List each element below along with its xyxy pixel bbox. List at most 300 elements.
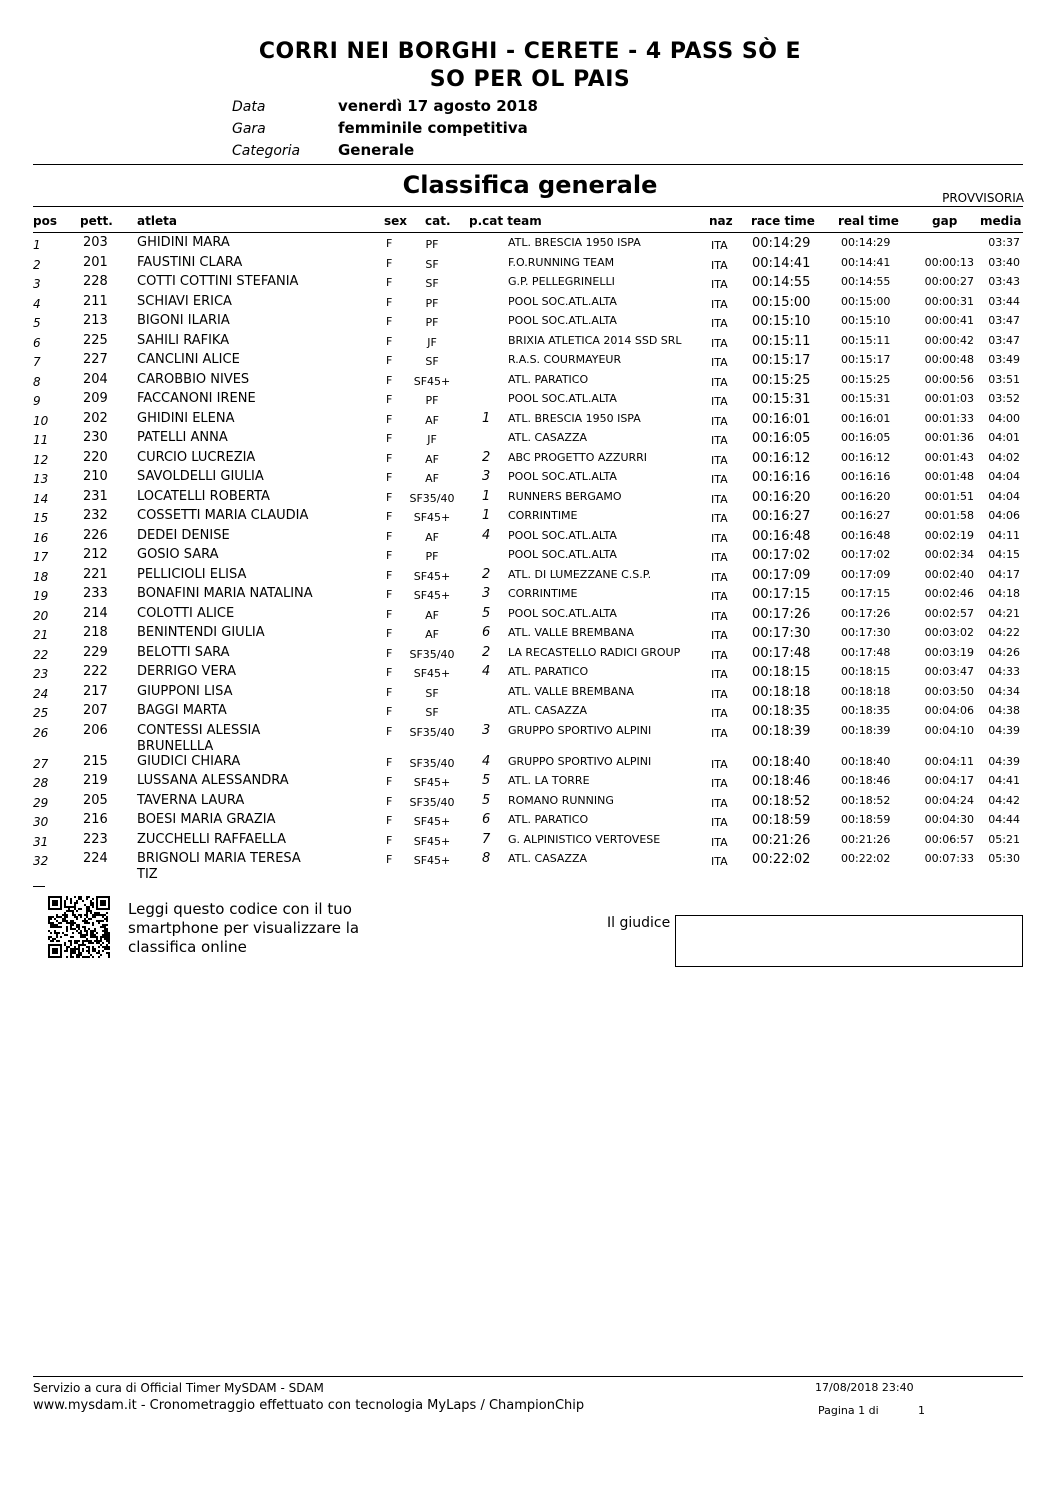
row-category: JF (427, 335, 437, 349)
row-category: SF45+ (413, 854, 451, 867)
row-race-time: 00:16:48 (752, 528, 811, 544)
row-team: F.O.RUNNING TEAM (508, 255, 615, 269)
row-category: SF45+ (413, 776, 451, 789)
table-row (0, 754, 1058, 774)
row-pos: 9 (33, 394, 41, 408)
row-race-time: 00:15:11 (752, 333, 811, 349)
row-race-time: 00:17:15 (752, 587, 811, 602)
row-pett: 203 (83, 235, 108, 250)
row-athlete: CURCIO LUCREZIA (137, 449, 256, 465)
doc-title-line2: SO PER OL PAIS (429, 67, 631, 92)
row-real-time: 00:17:09 (841, 567, 891, 581)
row-nation: ITA (711, 434, 728, 447)
row-pos: 17 (33, 550, 49, 564)
row-pett: 213 (83, 313, 108, 328)
row-category: SF35/40 (409, 647, 455, 661)
row-sex: F (386, 256, 393, 270)
row-race-time: 00:16:16 (752, 470, 811, 485)
row-pett: 227 (83, 352, 108, 367)
row-pett: 219 (83, 773, 108, 788)
row-race-time: 00:14:41 (752, 255, 811, 271)
row-real-time: 00:15:10 (841, 314, 891, 327)
row-team: GRUPPO SPORTIVO ALPINI (508, 723, 652, 737)
row-athlete: GIUPPONI LISA (137, 683, 233, 699)
table-row (0, 664, 1058, 684)
row-real-time: 00:17:15 (841, 587, 891, 600)
row-category: SF35/40 (409, 491, 455, 505)
row-pace: 03:43 (988, 275, 1020, 288)
row-pace: 04:01 (988, 431, 1020, 444)
table-row (0, 391, 1058, 411)
row-team: ATL. BRESCIA 1950 ISPA (508, 236, 641, 249)
row-sex: F (386, 471, 393, 484)
row-nation: ITA (711, 551, 728, 564)
row-nation: ITA (711, 590, 728, 603)
row-pace: 04:42 (988, 793, 1020, 807)
row-sex: F (386, 510, 393, 523)
row-gap: 00:01:36 (924, 431, 974, 444)
row-pace: 03:47 (988, 333, 1020, 347)
row-team: BRIXIA ATLETICA 2014 SSD SRL (508, 333, 682, 347)
row-category: SF45+ (413, 815, 451, 828)
row-pos: 21 (33, 628, 49, 642)
table-header-rule (33, 232, 1023, 233)
row-race-time: 00:14:29 (752, 236, 811, 251)
row-race-time: 00:18:46 (752, 774, 811, 789)
row-category: PF (425, 550, 439, 563)
row-pos: 16 (33, 530, 49, 545)
row-nation: ITA (711, 835, 728, 849)
row-category: PF (425, 316, 439, 329)
gara-value: femminile competitiva (338, 119, 528, 137)
row-team: ATL. PARATICO (508, 665, 589, 678)
row-nation: ITA (711, 317, 728, 330)
row-pett: 205 (83, 792, 108, 808)
row-category-rank: 4 (482, 664, 491, 679)
row-team: ATL. LA TORRE (508, 774, 590, 787)
row-pos: 4 (33, 296, 41, 311)
row-gap: 00:04:11 (924, 754, 974, 768)
row-sex: F (386, 833, 393, 847)
row-pace: 04:04 (988, 489, 1020, 503)
row-sex: F (386, 794, 393, 808)
col-race-time: race time (751, 214, 815, 228)
row-athlete: COSSETTI MARIA CLAUDIA (137, 508, 309, 523)
row-athlete: PATELLI ANNA (137, 430, 228, 445)
row-category: AF (425, 530, 439, 544)
row-pace: 04:15 (988, 548, 1020, 561)
categoria-value: Generale (338, 141, 415, 159)
row-team: ABC PROGETTO AZZURRI (508, 450, 648, 464)
table-row (0, 372, 1058, 392)
row-team: GRUPPO SPORTIVO ALPINI (508, 754, 652, 768)
row-athlete: BENINTENDI GIULIA (137, 625, 265, 640)
row-race-time: 00:17:09 (752, 567, 811, 583)
row-pace: 04:33 (988, 665, 1020, 678)
footer-website: www.mysdam.it - Cronometraggio effettuato con tecnologia MyLaps / ChampionChip (33, 1398, 585, 1413)
data-label: Data (232, 99, 266, 115)
row-sex: F (386, 334, 393, 348)
row-nation: ITA (711, 816, 728, 829)
row-pos: 8 (33, 374, 41, 389)
row-category-rank: 1 (482, 508, 491, 523)
row-pace: 04:06 (988, 509, 1020, 522)
row-category: PF (425, 394, 439, 407)
row-team: ATL. CASAZZA (508, 852, 588, 865)
row-gap: 00:00:48 (924, 353, 974, 366)
row-real-time: 00:15:25 (841, 372, 891, 386)
table-row (0, 274, 1058, 294)
row-category: AF (425, 608, 439, 622)
row-team: G. ALPINISTICO VERTOVESE (508, 832, 661, 846)
row-pace: 04:11 (988, 528, 1020, 542)
row-team: ROMANO RUNNING (508, 793, 614, 807)
footer-rule (33, 1376, 1023, 1377)
row-sex: F (386, 490, 393, 504)
row-real-time: 00:18:52 (841, 793, 891, 807)
row-gap: 00:06:57 (924, 832, 974, 846)
row-pett: 201 (83, 254, 108, 270)
row-real-time: 00:17:26 (841, 606, 891, 620)
row-gap: 00:00:56 (924, 372, 974, 386)
row-nation: ITA (711, 297, 728, 311)
row-pett: 224 (83, 851, 108, 866)
row-pos: 1 (33, 238, 41, 252)
row-race-time: 00:21:26 (752, 832, 811, 848)
table-row (0, 411, 1058, 431)
row-gap: 00:00:31 (924, 294, 974, 308)
row-race-time: 00:15:25 (752, 372, 811, 388)
row-pett: 221 (83, 566, 108, 582)
row-real-time: 00:16:48 (841, 528, 891, 542)
row-pos: 11 (33, 433, 49, 447)
table-row (0, 625, 1058, 645)
row-category: PF (425, 238, 439, 251)
row-team: POOL SOC.ATL.ALTA (508, 294, 617, 308)
row-pett: 218 (83, 625, 108, 640)
row-athlete-line2: BRUNELLLA (137, 738, 214, 754)
row-gap: 00:04:17 (924, 774, 974, 787)
row-nation: ITA (711, 726, 728, 740)
row-team: POOL SOC.ATL.ALTA (508, 548, 617, 561)
row-race-time: 00:16:20 (752, 489, 811, 505)
row-pos: 30 (33, 815, 49, 829)
row-pett: 207 (83, 703, 108, 718)
row-real-time: 00:14:29 (841, 236, 891, 249)
row-gap: 00:00:13 (924, 255, 974, 269)
row-team: ATL. PARATICO (508, 813, 589, 826)
row-pace: 04:21 (988, 606, 1020, 620)
table-row (0, 450, 1058, 470)
row-sex: F (386, 814, 393, 827)
row-athlete: LOCATELLI ROBERTA (137, 488, 270, 504)
row-real-time: 00:22:02 (841, 852, 891, 865)
row-sex: F (386, 451, 393, 465)
row-gap: 00:03:02 (924, 626, 974, 639)
row-real-time: 00:16:27 (841, 509, 891, 522)
row-race-time: 00:15:10 (752, 314, 811, 329)
row-gap: 00:02:34 (924, 548, 974, 561)
gara-label: Gara (232, 121, 266, 137)
row-athlete: FACCANONI IRENE (137, 391, 256, 406)
row-team: CORRINTIME (508, 587, 578, 600)
row-team: LA RECASTELLO RADICI GROUP (508, 645, 681, 659)
row-pace: 04:04 (988, 470, 1020, 483)
table-row (0, 773, 1058, 793)
row-race-time: 00:18:15 (752, 665, 811, 680)
row-race-time: 00:15:00 (752, 294, 811, 310)
row-pett: 210 (83, 469, 108, 484)
row-athlete: FAUSTINI CLARA (137, 254, 243, 270)
row-category-rank: 5 (482, 605, 491, 621)
row-real-time: 00:18:39 (841, 723, 891, 737)
col-atleta: atleta (137, 214, 177, 228)
doc-title-line1: CORRI NEI BORGHI - CERETE - 4 PASS SÒ E (258, 39, 802, 64)
row-athlete: GHIDINI ELENA (137, 410, 235, 426)
row-athlete: PELLICIOLI ELISA (137, 566, 247, 582)
footer-page-label: Pagina 1 di (818, 1404, 879, 1417)
row-sex: F (386, 276, 393, 289)
row-race-time: 00:16:12 (752, 450, 811, 466)
row-athlete: COLOTTI ALICE (137, 605, 235, 621)
row-pos: 31 (33, 834, 49, 849)
row-pace: 03:37 (988, 236, 1020, 249)
row-pace: 04:00 (988, 411, 1020, 425)
row-pos: 15 (33, 511, 49, 525)
row-athlete: ZUCCHELLI RAFFAELLA (137, 831, 286, 847)
col-gap: gap (932, 214, 958, 228)
row-sex: F (386, 607, 393, 621)
row-pett: 233 (83, 586, 108, 601)
row-real-time: 00:17:48 (841, 645, 891, 659)
row-category-rank: 2 (482, 644, 491, 660)
row-pos: 19 (33, 589, 49, 603)
row-sex: F (386, 568, 393, 582)
row-nation: ITA (711, 531, 728, 545)
row-team: POOL SOC.ATL.ALTA (508, 392, 617, 405)
row-pett: 230 (83, 430, 108, 445)
col-real-time: real time (838, 214, 899, 228)
row-team: ATL. CASAZZA (508, 431, 588, 444)
row-sex: F (386, 588, 393, 601)
judge-signature-box (675, 915, 1023, 967)
row-pos: 7 (33, 355, 41, 369)
row-category-rank: 7 (482, 831, 491, 847)
row-pett: 212 (83, 547, 108, 562)
table-row (0, 812, 1058, 832)
row-pos: 18 (33, 569, 49, 584)
row-nation: ITA (711, 609, 728, 623)
row-category: SF (425, 257, 439, 271)
row-athlete: BIGONI ILARIA (137, 313, 230, 328)
row-nation: ITA (711, 777, 728, 790)
row-pace: 04:22 (988, 626, 1020, 639)
table-row (0, 528, 1058, 548)
row-team: ATL. PARATICO (508, 372, 589, 386)
row-gap: 00:00:41 (924, 314, 974, 327)
row-real-time: 00:14:55 (841, 275, 891, 288)
table-row (0, 586, 1058, 606)
row-real-time: 00:16:01 (841, 411, 891, 425)
row-team: ATL. BRESCIA 1950 ISPA (508, 411, 641, 425)
table-row (0, 684, 1058, 704)
row-category: SF45+ (413, 667, 451, 680)
row-race-time: 00:16:27 (752, 509, 811, 524)
col-sex: sex (384, 214, 408, 228)
row-real-time: 00:18:46 (841, 774, 891, 787)
row-gap: 00:02:46 (924, 587, 974, 600)
row-pace: 04:38 (988, 704, 1020, 717)
row-real-time: 00:18:35 (841, 704, 891, 717)
row-sex: F (386, 853, 393, 866)
row-nation: ITA (711, 492, 728, 506)
section-title: Classifica generale (402, 171, 658, 199)
row-gap: 00:04:10 (924, 723, 974, 737)
row-team: ATL. DI LUMEZZANE C.S.P. (508, 567, 652, 581)
table-row (0, 793, 1058, 813)
row-gap: 00:02:40 (924, 567, 974, 581)
row-pett: 223 (83, 831, 108, 847)
row-category: SF35/40 (409, 756, 455, 770)
row-race-time: 00:14:55 (752, 275, 811, 290)
row-pace: 04:39 (988, 754, 1020, 768)
row-category: SF45+ (413, 569, 451, 583)
row-race-time: 00:18:59 (752, 813, 811, 828)
row-pett: 206 (83, 722, 108, 738)
row-pace: 04:39 (988, 723, 1020, 737)
row-team: POOL SOC.ATL.ALTA (508, 528, 617, 542)
row-pett: 215 (83, 753, 108, 769)
row-athlete: SAHILI RAFIKA (137, 332, 230, 348)
row-category: SF (425, 355, 439, 368)
row-pos: 23 (33, 667, 49, 681)
row-real-time: 00:18:40 (841, 754, 891, 768)
col-media: media (980, 214, 1022, 228)
row-athlete: GHIDINI MARA (137, 235, 230, 250)
col-cat: cat. (425, 214, 451, 228)
row-real-time: 00:16:20 (841, 489, 891, 503)
table-row (0, 832, 1058, 852)
row-category-rank: 3 (482, 586, 491, 601)
col-naz: naz (709, 214, 733, 228)
table-row (0, 547, 1058, 567)
row-category: SF35/40 (409, 725, 455, 739)
footer-page-total: 1 (918, 1404, 925, 1417)
row-athlete: CONTESSI ALESSIA (137, 722, 261, 738)
row-real-time: 00:16:16 (841, 470, 891, 483)
row-nation: ITA (711, 757, 728, 771)
row-sex: F (386, 705, 393, 718)
row-team: ATL. VALLE BREMBANA (508, 626, 635, 639)
row-category: AF (425, 628, 439, 641)
row-race-time: 00:17:02 (752, 548, 811, 563)
table-row (0, 606, 1058, 626)
row-gap: 00:03:19 (924, 645, 974, 659)
table-row (0, 352, 1058, 372)
row-category-rank: 1 (482, 488, 491, 504)
row-pos: 25 (33, 706, 49, 720)
row-category: SF45+ (413, 374, 451, 388)
row-nation: ITA (711, 278, 728, 291)
row-pos: 12 (33, 452, 49, 467)
row-sex: F (386, 354, 393, 367)
row-pos: 29 (33, 795, 49, 810)
row-nation: ITA (711, 473, 728, 486)
table-row (0, 313, 1058, 333)
header-rule (33, 164, 1023, 165)
row-athlete: SAVOLDELLI GIULIA (137, 469, 264, 484)
row-pett: 229 (83, 644, 108, 660)
row-category: SF35/40 (409, 795, 455, 809)
row-category: PF (425, 296, 439, 310)
row-gap: 00:01:03 (924, 392, 974, 405)
row-nation: ITA (711, 356, 728, 369)
row-race-time: 00:17:30 (752, 626, 811, 641)
row-real-time: 00:18:59 (841, 813, 891, 826)
row-category-rank: 2 (482, 566, 491, 582)
row-pace: 04:02 (988, 450, 1020, 464)
row-nation: ITA (711, 239, 728, 252)
qr-code-icon (48, 896, 110, 958)
row-pace: 04:44 (988, 813, 1020, 826)
row-sex: F (386, 432, 393, 445)
row-team: POOL SOC.ATL.ALTA (508, 606, 617, 620)
row-nation: ITA (711, 375, 728, 389)
row-real-time: 00:17:02 (841, 548, 891, 561)
categoria-label: Categoria (232, 143, 301, 159)
row-pace: 03:52 (988, 392, 1020, 405)
row-race-time: 00:18:39 (752, 723, 811, 739)
row-pace: 03:49 (988, 353, 1020, 366)
row-category-rank: 5 (482, 792, 491, 808)
table-row (0, 489, 1058, 509)
row-team: R.A.S. COURMAYEUR (508, 353, 622, 366)
status-label: PROVVISORIA (942, 191, 1024, 205)
row-team: POOL SOC.ATL.ALTA (508, 314, 617, 327)
row-real-time: 00:14:41 (841, 255, 891, 269)
row-athlete: CAROBBIO NIVES (137, 371, 250, 387)
table-row (0, 294, 1058, 314)
row-pett: 231 (83, 488, 108, 504)
row-pace: 04:18 (988, 587, 1020, 600)
row-sex: F (386, 775, 393, 788)
row-sex: F (386, 529, 393, 543)
row-sex: F (386, 755, 393, 769)
row-pett: 211 (83, 293, 108, 309)
row-category-rank: 2 (482, 449, 491, 465)
row-race-time: 00:15:17 (752, 353, 811, 368)
table-row (0, 722, 1058, 754)
row-pos: 20 (33, 608, 49, 623)
row-gap: 00:01:43 (924, 450, 974, 464)
row-race-time: 00:18:18 (752, 684, 811, 700)
row-sex: F (386, 627, 393, 640)
row-gap: 00:02:19 (924, 528, 974, 542)
row-pos: 10 (33, 413, 49, 428)
row-category: AF (425, 452, 439, 466)
row-real-time: 00:15:00 (841, 294, 891, 308)
row-pett: 217 (83, 683, 108, 699)
row-sex: F (386, 724, 393, 738)
row-nation: ITA (711, 629, 728, 642)
row-gap: 00:01:51 (924, 489, 974, 503)
row-gap: 00:04:06 (924, 704, 974, 717)
row-race-time: 00:22:02 (752, 852, 811, 867)
row-gap: 00:04:24 (924, 793, 974, 807)
table-row (0, 235, 1058, 255)
row-athlete: CANCLINI ALICE (137, 352, 240, 367)
row-sex: F (386, 549, 393, 562)
